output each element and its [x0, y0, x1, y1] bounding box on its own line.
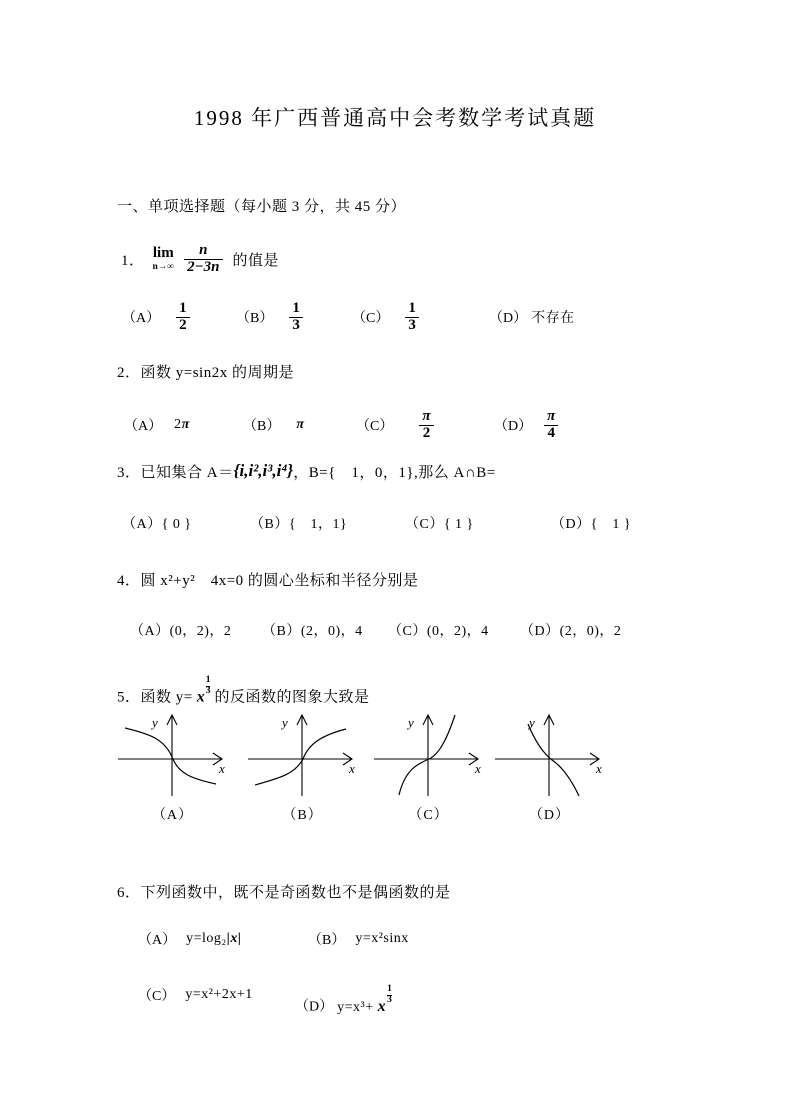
exponent-denominator: 3: [387, 994, 393, 1005]
fraction-denominator: 3: [408, 316, 416, 333]
q6-option-a: [138, 929, 241, 949]
option-label: （D）: [494, 419, 533, 434]
absolute-value-expression: |x|: [226, 931, 242, 946]
question-6: 6．下列函数中，既不是奇函数也不是偶函数的是: [117, 885, 451, 901]
x-axis-label: x: [219, 761, 225, 776]
option-label: （A）: [122, 311, 161, 326]
question-3-prefix: 3．已知集合 A＝: [117, 464, 234, 481]
question-4: 4．圆 x²+y² 4x=0 的圆心坐标和半径分别是: [117, 573, 419, 589]
question-1: [121, 239, 279, 279]
option-formula: y=x²sinx: [355, 931, 409, 946]
q2-option-b: [243, 403, 305, 447]
option-fraction: [403, 301, 421, 334]
graph-a: [115, 708, 230, 800]
option-formula: [186, 931, 241, 947]
option-text: [174, 417, 190, 433]
q4-option-c: （C）(0，2)，4: [388, 624, 489, 639]
x-axis-label: x: [349, 761, 355, 776]
option-label: （B）: [236, 311, 274, 326]
x-axis-label: x: [596, 761, 602, 776]
q2-option-d: [494, 403, 560, 447]
graph-b: [245, 708, 360, 800]
curve-graphic: [528, 724, 579, 796]
q2-option-a: [124, 403, 190, 447]
fraction-numerator: 1: [292, 299, 300, 316]
q3-option-a: （A）{ 0 }: [122, 517, 192, 532]
option-label: （D）: [489, 311, 528, 326]
exponent-denominator: 3: [205, 685, 211, 696]
q3-option-c: （C）{ 1 }: [405, 517, 474, 532]
question-3-rest: ，B={ 1，0，1},那么 A∩B=: [293, 464, 496, 481]
graph-d-label: （D）: [528, 808, 571, 823]
option-formula: y=x²+2x+1: [185, 987, 253, 1002]
q1-option-c: [352, 295, 421, 339]
coefficient: 2: [174, 417, 182, 432]
option-fraction: [542, 409, 560, 442]
q3-option-b: （B）{ 1，1}: [250, 517, 348, 532]
fraction-denominator: 4: [547, 424, 555, 441]
question-5: [117, 676, 369, 707]
y-axis-label: y: [152, 715, 158, 730]
fraction-denominator: 3: [292, 316, 300, 333]
question-1-number: 1．: [121, 252, 145, 269]
q6-option-d: [295, 985, 392, 1016]
question-2: 2．函数 y=sin2x 的周期是: [117, 365, 294, 381]
question-3: [117, 453, 496, 489]
fraction-denominator: 2: [422, 424, 431, 441]
option-fraction: [417, 409, 435, 442]
question-5-prefix: 5．函数 y=: [117, 689, 193, 706]
fraction-numerator: n: [199, 241, 208, 258]
option-fraction: [287, 301, 305, 334]
q1-option-d: [489, 295, 575, 339]
y-axis-label: y: [529, 715, 535, 730]
graph-a-label: （A）: [151, 808, 194, 823]
fraction-numerator: 1: [179, 299, 187, 316]
fraction-numerator: π: [547, 407, 556, 424]
graph-d: [492, 708, 607, 800]
q2-option-c: [356, 403, 436, 447]
option-label: （B）: [243, 419, 281, 434]
fraction-denominator: 2: [179, 316, 187, 333]
q4-option-b: （B）(2，0)，4: [262, 624, 363, 639]
graph-c: [371, 708, 486, 800]
option-label: （C）: [356, 419, 394, 434]
pi-symbol: π: [181, 417, 190, 432]
q1-option-b: [236, 295, 305, 339]
set-formula: {i,i²,i³,i⁴}: [233, 461, 294, 480]
q4-option-a: （A）(0，2)，2: [130, 624, 232, 639]
pi-symbol: π: [296, 417, 305, 432]
graph-b-label: （B）: [282, 808, 323, 823]
exponent-fraction: [206, 676, 211, 696]
fraction-numerator: 1: [408, 299, 416, 316]
q4-option-d: （D）(2，0)，2: [520, 624, 622, 639]
option-label: （C）: [138, 989, 176, 1004]
q1-option-a: [122, 295, 192, 339]
x-base: x: [196, 688, 205, 706]
limit-block: [153, 246, 175, 273]
q6-option-b: [308, 929, 409, 949]
fraction-denominator: 2−3n: [187, 258, 220, 275]
fraction-numerator: π: [422, 407, 431, 424]
limit-operator: lim: [152, 244, 174, 261]
curve-graphic: [125, 728, 216, 784]
option-formula: [337, 984, 393, 1015]
question-1-tail: 的值是: [232, 252, 280, 269]
curve-graphic: [255, 729, 346, 785]
q6-option-c: [138, 985, 253, 1005]
exponent-fraction: [387, 985, 392, 1005]
question-5-tail: 的反函数的图象大致是: [214, 689, 370, 706]
limit-subscript: n→∞: [152, 261, 175, 272]
limit-fraction: [182, 243, 224, 276]
x-axis-label: x: [475, 761, 481, 776]
exponent-numerator: 1: [387, 984, 393, 994]
option-label: （D）: [295, 999, 334, 1015]
option-label: （C）: [352, 311, 390, 326]
x-base: x: [377, 997, 387, 1015]
graph-c-label: （C）: [408, 808, 449, 823]
option-text: 不存在: [531, 311, 575, 326]
y-axis-label: y: [408, 715, 414, 730]
option-label: （A）: [138, 933, 177, 948]
exponent-numerator: 1: [205, 675, 211, 685]
section-header: 一、单项选择题（每小题 3 分，共 45 分）: [117, 199, 407, 215]
q3-option-d: （D）{ 1 }: [551, 517, 632, 532]
log-expression: y=log₂: [186, 931, 227, 946]
option-label: （A）: [124, 419, 163, 434]
polynomial-part: y=x³+: [337, 999, 378, 1015]
y-axis-label: y: [282, 715, 288, 730]
option-label: （B）: [308, 933, 346, 948]
option-fraction: [174, 301, 192, 334]
page-title: 1998 年广西普通高中会考数学考试真题: [193, 106, 597, 130]
